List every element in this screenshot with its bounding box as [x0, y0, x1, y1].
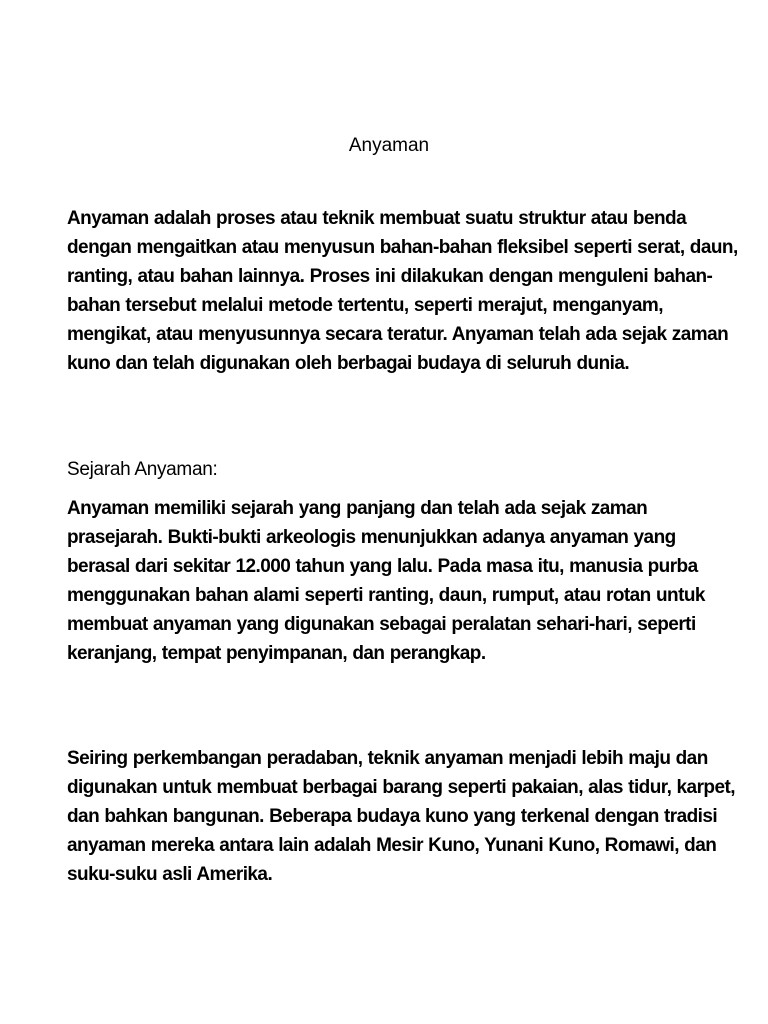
- section-heading: Sejarah Anyaman:: [67, 459, 218, 480]
- intro-paragraph: Anyaman adalah proses atau teknik membuat suatu struktur atau benda dengan mengaitkan atau menyusun bahan-bahan fleksibel seperti serat, daun, ranting, atau bahan lainnya. Proses ini dilakukan dengan menguleni bahan-bahan tersebut melalui metode tertentu, seperti merajut, menganyam, mengikat, atau menyusunnya secara teratur. Anyaman telah ada sejak zaman kuno dan telah digunakan oleh berbagai budaya di seluruh dunia.: [67, 208, 738, 374]
- document-title: Anyaman: [348, 135, 430, 156]
- development-paragraph: Seiring perkembangan peradaban, teknik anyaman menjadi lebih maju dan digunakan untuk membuat berbagai barang seperti pakaian, alas tidur, karpet, dan bahkan bangunan. Beberapa budaya kuno yang terkenal dengan tradisi anyaman mereka antara lain adalah Mesir Kuno, Yunani Kuno, Romawi, dan suku-suku asli Amerika.: [67, 748, 736, 885]
- history-paragraph: Anyaman memiliki sejarah yang panjang dan telah ada sejak zaman prasejarah. Bukti-bukti arkeologis menunjukkan adanya anyaman yang berasal dari sekitar 12.000 tahun yang lalu. Pada masa itu, manusia purba menggunakan bahan alami seperti ranting, daun, rumput, atau rotan untuk membuat anyaman yang digunakan sebagai peralatan sehari-hari, seperti keranjang, tempat penyimpanan, dan perangkap.: [67, 498, 705, 664]
